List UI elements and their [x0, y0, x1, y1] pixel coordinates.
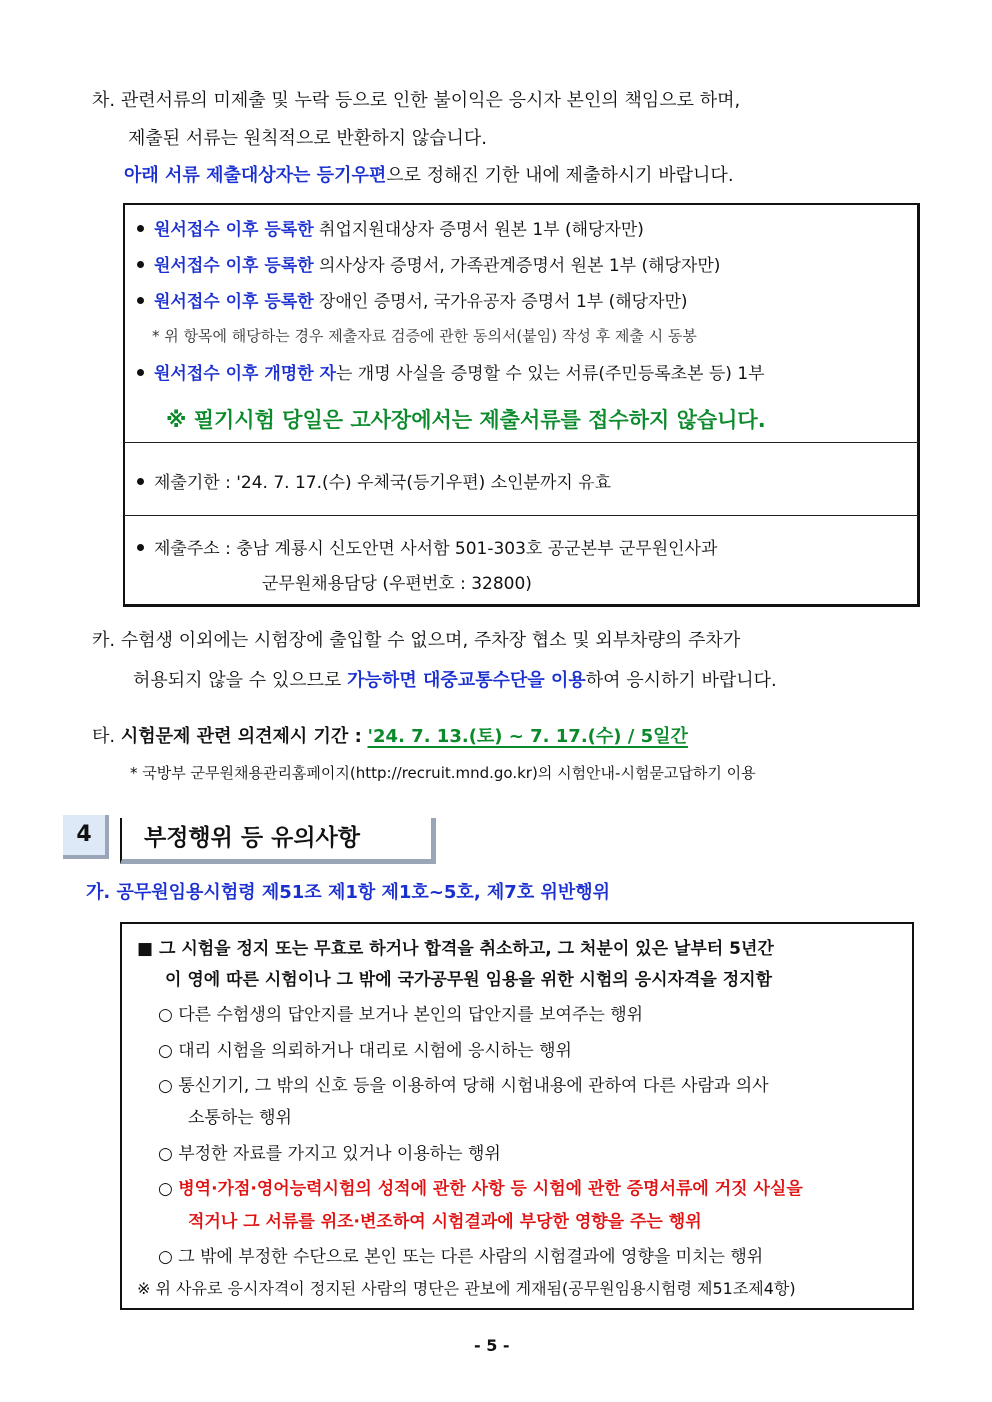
item-cha-text3: 으로 정해진 기한 내에 제출하시기 바랍니다.: [386, 165, 734, 186]
item-ta-marker: 타.: [92, 726, 116, 747]
doc-item-2: 원서접수 이후 등록한 의사상자 증명서, 가족관계증명서 원본 1부 (해당자만): [137, 251, 720, 276]
misconduct-header-line2: 이 영에 따른 시험이나 그 밖에 국가공무원 임용을 위한 시험의 응시자격을 정지함: [165, 970, 773, 990]
misconduct-item-2: ○ 대리 시험을 의뢰하거나 대리로 시험에 응시하는 행위: [158, 1041, 572, 1061]
item-cha-text1: 관련서류의 미제출 및 누락 등으로 인한 불이익은 응시자 본인의 책임으로 하며,: [120, 90, 741, 111]
misconduct-item-5-line2: 적거나 그 서류를 위조·변조하여 시험결과에 부당한 영향을 주는 행위: [188, 1212, 702, 1232]
doc-address-line2: 군무원채용담당 (우편번호 : 32800): [262, 574, 532, 594]
item-ta-line: [92, 722, 688, 748]
misconduct-item-6: ○ 그 밖에 부정한 수단으로 본인 또는 다른 사람의 시험결과에 영향을 미치는 행위: [158, 1247, 764, 1267]
doc-deadline: 제출기한 : '24. 7. 17.(수) 우체국(등기우편) 소인분까지 유효: [137, 468, 611, 493]
doc-address-line1: 제출주소 : 충남 계룡시 신도안면 사서함 501-303호 공군본부 군무원인사과: [137, 534, 717, 559]
misconduct-header-line1: ■ 그 시험을 정지 또는 무효로 하거나 합격을 취소하고, 그 처분이 있은 날부터 5년간: [137, 939, 774, 959]
doc-item-1: 원서접수 이후 등록한 취업지원대상자 증명서 원본 1부 (해당자만): [137, 215, 644, 240]
bullet-icon: [137, 297, 144, 304]
item-ka-highlight: 가능하면 대중교통수단을 이용: [347, 670, 586, 691]
item-ka-text1: 수험생 이외에는 시험장에 출입할 수 없으며, 주차장 협소 및 외부차량의 주차가: [120, 630, 741, 651]
section-number: 4: [63, 815, 109, 859]
item-cha-line2: 제출된 서류는 원칙적으로 반환하지 않습니다.: [128, 128, 487, 149]
misconduct-item-3-line2: 소통하는 행위: [188, 1108, 292, 1128]
item-ka-marker: 카.: [92, 630, 116, 651]
bullet-icon: [137, 369, 144, 376]
bullet-icon: [137, 261, 144, 268]
item-cha-highlight: 아래 서류 제출대상자는 등기우편: [124, 165, 387, 186]
doc-warning: ※ 필기시험 당일은 고사장에서는 제출서류를 접수하지 않습니다.: [166, 408, 766, 432]
misconduct-item-3-line1: ○ 통신기기, 그 밖의 신호 등을 이용하여 당해 시험내용에 관하여 다른 사람과 의사: [158, 1076, 769, 1096]
subsection-heading: 가. 공무원임용시험령 제51조 제1항 제1호~5호, 제7호 위반행위: [86, 882, 611, 903]
misconduct-footnote: ※ 위 사유로 응시자격이 정지된 사람의 명단은 관보에 게재됨(공무원임용시험령 제51조제4항): [137, 1279, 796, 1298]
item-ta-period: '24. 7. 13.(토) ~ 7. 17.(수) / 5일간: [367, 726, 688, 747]
misconduct-item-1: ○ 다른 수험생의 답안지를 보거나 본인의 답안지를 보여주는 행위: [158, 1005, 644, 1025]
doc-item-3: 원서접수 이후 등록한 장애인 증명서, 국가유공자 증명서 1부 (해당자만): [137, 287, 688, 312]
doc-note: * 위 항목에 해당하는 경우 제출자료 검증에 관한 동의서(붙임) 작성 후 제출 시 동봉: [152, 327, 697, 345]
misconduct-item-4: ○ 부정한 자료를 가지고 있거나 이용하는 행위: [158, 1144, 501, 1164]
misconduct-item-5-line1: ○ 병역·가점·영어능력시험의 성적에 관한 사항 등 시험에 관한 증명서류에 거짓 사실을: [158, 1179, 803, 1199]
page-number: - 5 -: [474, 1336, 510, 1355]
bullet-icon: [137, 544, 144, 551]
box-divider-1: [124, 442, 919, 443]
item-cha-line1: [92, 86, 740, 112]
item-ta-note: * 국방부 군무원채용관리홈페이지(http://recruit.mnd.go.kr)의 시험안내-시험묻고답하기 이용: [130, 764, 756, 782]
doc-item-4: 원서접수 이후 개명한 자는 개명 사실을 증명할 수 있는 서류(주민등록초본 등) 1부: [137, 359, 765, 384]
item-ta-label: 시험문제 관련 의견제시 기간 :: [120, 726, 362, 747]
box-divider-2: [124, 515, 919, 516]
item-ka-line2: 허용되지 않을 수 있으므로 가능하면 대중교통수단을 이용하여 응시하기 바랍니다.: [133, 670, 777, 691]
bullet-icon: [137, 225, 144, 232]
bullet-icon: [137, 478, 144, 485]
item-ka-line1: [92, 626, 740, 652]
item-cha-marker: 차.: [92, 90, 116, 111]
section-title: 부정행위 등 유의사항: [120, 818, 436, 864]
item-cha-line3: [124, 161, 734, 187]
